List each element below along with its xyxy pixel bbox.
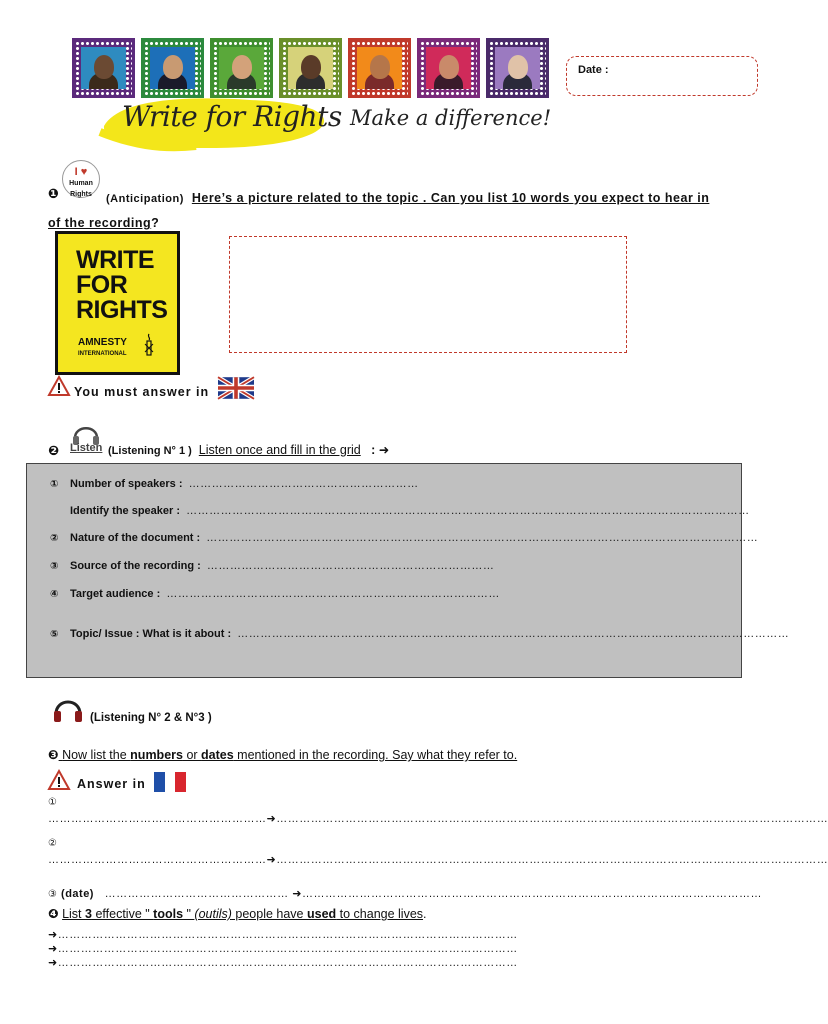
portrait-photo bbox=[150, 47, 195, 89]
amnesty-candle-icon bbox=[144, 334, 154, 358]
warning-icon-2 bbox=[48, 770, 70, 790]
portrait-photo bbox=[288, 47, 333, 89]
grid-row[interactable] bbox=[50, 628, 789, 640]
grid-row-label: Topic/ Issue : What is it about : bbox=[70, 628, 232, 640]
portrait-stamp bbox=[417, 38, 480, 98]
grid-row-blank: …………………………………………………… bbox=[188, 478, 419, 490]
q3-date-number: ③ bbox=[48, 889, 58, 900]
q2-arrow: : ➜ bbox=[371, 443, 390, 457]
q4-line-1[interactable] bbox=[48, 928, 518, 941]
grid-row-blank: ………………………………………………………………… bbox=[206, 560, 495, 572]
q1-tag: (Anticipation) bbox=[106, 193, 184, 205]
q3-item1-number: ① bbox=[48, 797, 57, 808]
portrait-head bbox=[94, 55, 114, 79]
date-label: Date : bbox=[578, 64, 609, 76]
portrait-stamp bbox=[486, 38, 549, 98]
portrait-head bbox=[439, 55, 459, 79]
q3-date-right: ………………………………………………………………………………………………………… bbox=[301, 888, 762, 900]
poster-title: WRITE FOR RIGHTS bbox=[76, 246, 168, 324]
grid-row-label: Identify the speaker : bbox=[70, 505, 181, 517]
headphones-dark-icon bbox=[52, 694, 84, 724]
header-title: Write for Rights bbox=[122, 100, 342, 133]
portrait-photo bbox=[357, 47, 402, 89]
human-rights-heart-icon: I ♥ Human Rights bbox=[62, 160, 100, 198]
q3-item1-arrow: ➜ bbox=[266, 813, 277, 825]
q4-line-2-dots: ………………………………………………………………………………………………………… bbox=[57, 943, 518, 955]
portrait-head bbox=[232, 55, 252, 79]
q4-line-3[interactable] bbox=[48, 956, 518, 969]
portrait-stamp bbox=[141, 38, 204, 98]
portrait-stamp bbox=[348, 38, 411, 98]
header-tagline: Make a difference! bbox=[350, 106, 552, 130]
q3-post: mentioned in the recording. Say what they refer to. bbox=[233, 748, 518, 762]
warning-icon bbox=[48, 376, 70, 396]
grid-row-number: ④ bbox=[50, 589, 59, 600]
portrait-photo bbox=[495, 47, 540, 89]
portrait-head bbox=[301, 55, 321, 79]
q1-question-end: ? bbox=[151, 216, 160, 230]
q4-line-3-dots: ………………………………………………………………………………………………………… bbox=[57, 957, 518, 969]
q4-mid3: people have bbox=[231, 907, 307, 921]
portrait-head bbox=[163, 55, 183, 79]
portrait-head bbox=[508, 55, 528, 79]
q3-item2-line[interactable] bbox=[48, 853, 828, 866]
grid-row-label: Target audience : bbox=[70, 588, 161, 600]
q3-instruction bbox=[48, 747, 517, 762]
portrait-head bbox=[370, 55, 390, 79]
q4-end: . bbox=[423, 907, 427, 921]
q3-date-arrow: ➜ bbox=[292, 888, 302, 900]
grid-row[interactable] bbox=[50, 588, 500, 600]
france-flag-icon bbox=[154, 772, 186, 792]
q2-instruction bbox=[108, 442, 389, 457]
q3-item2-arrow: ➜ bbox=[266, 854, 277, 866]
listen-icon-label: Listen bbox=[70, 442, 103, 454]
header-stamp-strip bbox=[72, 38, 549, 98]
q3-or: or bbox=[182, 748, 202, 762]
q4-line-2[interactable] bbox=[48, 942, 518, 955]
grid-row-blank: …………………………………………………………………………… bbox=[166, 588, 500, 600]
q4-mid: effective " bbox=[91, 907, 154, 921]
q4-outils: (outils) bbox=[194, 907, 232, 921]
q4-mid2: " bbox=[183, 907, 195, 921]
listening23-tag: (Listening N° 2 & N°3 ) bbox=[90, 712, 212, 724]
q4-pre: List bbox=[62, 907, 86, 921]
grid-row-blank: ………………………………………………………………………………………………………………………………… bbox=[186, 505, 750, 517]
q3-pre: Now list the bbox=[62, 748, 131, 762]
q3-item2-right: ……………………………………………………………………………………………………………………………… bbox=[276, 854, 828, 866]
grid-row-blank: ……………………………………………………………………………………………………………………………… bbox=[237, 628, 790, 640]
q4-arrow-3: ➜ bbox=[48, 957, 58, 969]
grid-row-label: Source of the recording : bbox=[70, 560, 201, 572]
poster-org-name: AMNESTY bbox=[78, 337, 127, 348]
grid-row-number: ① bbox=[50, 479, 59, 490]
write-for-rights-poster bbox=[55, 231, 180, 375]
q2-instruction-text: Listen once and fill in the grid bbox=[198, 443, 361, 457]
q3-item1-left: ………………………………………………… bbox=[48, 813, 267, 825]
q3-item2-number: ② bbox=[48, 838, 57, 849]
q1-question-text: Here’s a picture related to the topic . Can you list 10 words you expect to hear in of the recording bbox=[48, 191, 710, 230]
q3-item1-right: ……………………………………………………………………………………………………………………………… bbox=[276, 813, 828, 825]
q4-arrow-2: ➜ bbox=[48, 943, 58, 955]
q3-item2-left: ………………………………………………… bbox=[48, 854, 267, 866]
poster-org bbox=[78, 338, 127, 359]
q3-date-tag: (date) bbox=[61, 888, 94, 900]
q2-number: ❷ bbox=[48, 443, 60, 458]
q2-tag: (Listening N° 1 ) bbox=[108, 445, 192, 457]
portrait-stamp bbox=[72, 38, 135, 98]
portrait-stamp bbox=[210, 38, 273, 98]
q4-arrow-1: ➜ bbox=[48, 929, 58, 941]
q1-question bbox=[48, 186, 720, 235]
grid-row-blank: ……………………………………………………………………………………………………………………………… bbox=[206, 532, 759, 544]
q4-number: ❹ bbox=[48, 907, 59, 921]
date-field[interactable] bbox=[566, 56, 758, 96]
q4-tools: tools bbox=[153, 907, 184, 921]
q4-used: used bbox=[306, 907, 337, 921]
grid-row-number: ⑤ bbox=[50, 629, 59, 640]
q3-numbers: numbers bbox=[130, 748, 183, 762]
grid-row[interactable] bbox=[50, 505, 750, 517]
q3-date-line[interactable] bbox=[48, 887, 762, 900]
q3-date-left: ………………………………………… bbox=[104, 888, 289, 900]
portrait-photo bbox=[426, 47, 471, 89]
grid-row[interactable] bbox=[50, 478, 419, 490]
q1-number: ❶ bbox=[48, 186, 60, 201]
q1-answer-box[interactable] bbox=[229, 236, 627, 353]
q3-number: ❸ bbox=[48, 748, 59, 762]
portrait-photo bbox=[81, 47, 126, 89]
q4-post: to change lives bbox=[336, 907, 424, 921]
q3-item1-line[interactable] bbox=[48, 812, 828, 825]
grid-row-number: ② bbox=[50, 533, 59, 544]
q4-instruction bbox=[48, 906, 427, 921]
grid-row-label: Nature of the document : bbox=[70, 532, 201, 544]
q4-line-1-dots: ………………………………………………………………………………………………………… bbox=[57, 929, 518, 941]
grid-row[interactable] bbox=[50, 560, 494, 572]
uk-flag-icon bbox=[218, 377, 254, 399]
q3-dates: dates bbox=[201, 748, 234, 762]
portrait-stamp bbox=[279, 38, 342, 98]
grid-row-label: Number of speakers : bbox=[70, 478, 183, 490]
must-answer-text: You must answer in bbox=[74, 385, 210, 399]
portrait-photo bbox=[219, 47, 264, 89]
answer-in-text: Answer in bbox=[77, 777, 146, 791]
poster-org-sub: INTERNATIONAL bbox=[78, 351, 127, 357]
q4-three: 3 bbox=[85, 907, 92, 921]
grid-row[interactable] bbox=[50, 532, 758, 544]
grid-row-number: ③ bbox=[50, 561, 59, 572]
